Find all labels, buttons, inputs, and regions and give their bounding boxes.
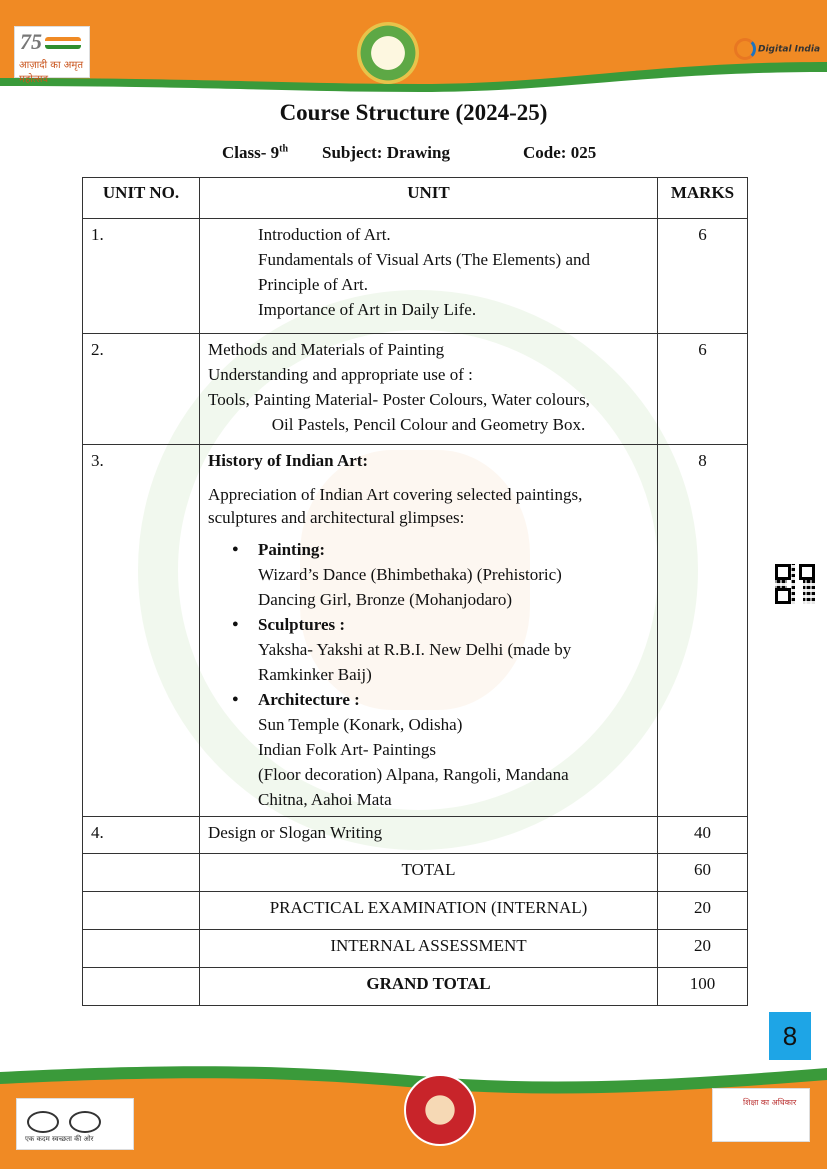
empty-cell (83, 854, 200, 892)
swachh-bharat-logo: एक कदम स्वच्छता की ओर (16, 1098, 134, 1150)
header-unit-no: UNIT NO. (83, 178, 200, 219)
board-seal-icon (357, 22, 419, 84)
empty-cell (83, 892, 200, 930)
topic-line: Indian Folk Art- Paintings (258, 740, 437, 759)
practical-label: PRACTICAL EXAMINATION (INTERNAL) (200, 892, 658, 930)
qr-corner-icon (799, 564, 815, 580)
empty-cell (83, 968, 200, 1006)
topic-line: Chitna, Aahoi Mata (258, 790, 392, 809)
header-marks: MARKS (658, 178, 748, 219)
list-item (258, 612, 649, 687)
topic-line: Sun Temple (Konark, Odisha) (258, 715, 463, 734)
unit-no: 1. (83, 219, 200, 334)
unit-line: Methods and Materials of Painting (208, 340, 445, 359)
topic-list (208, 537, 649, 812)
unit-no: 3. (83, 445, 200, 817)
grand-total-marks: 100 (658, 968, 748, 1006)
list-item (258, 537, 649, 612)
topic-label: ● Sculptures : (258, 615, 346, 634)
topic-line: Ramkinker Baij) (258, 665, 372, 684)
unit-marks: 8 (658, 445, 748, 817)
unit-marks: 40 (658, 817, 748, 854)
table-header-row (83, 178, 748, 219)
header-unit: UNIT (200, 178, 658, 219)
unit-no: 4. (83, 817, 200, 854)
grand-total-label: GRAND TOTAL (200, 968, 658, 1006)
section-heading: History of Indian Art: (208, 451, 369, 470)
section-intro: Appreciation of Indian Art covering selected paintings, sculptures and architectural glimpses: (208, 485, 583, 527)
topic-line: Yaksha- Yakshi at R.B.I. New Delhi (made by (258, 640, 572, 659)
unit-content (200, 445, 658, 817)
page-title: Course Structure (2024-25) (279, 100, 548, 125)
page-number-badge: 8 (769, 1012, 811, 1060)
unit-line: Introduction of Art. (258, 225, 391, 244)
table-row (83, 334, 748, 445)
unit-line: Tools, Painting Material- Poster Colours, Water colours, (208, 390, 590, 409)
table-row (83, 892, 748, 930)
unit-content (200, 219, 658, 334)
unit-marks: 6 (658, 334, 748, 445)
internal-label: INTERNAL ASSESSMENT (200, 930, 658, 968)
table-row (83, 817, 748, 854)
unit-line: Understanding and appropriate use of : (208, 365, 473, 384)
beti-bachao-logo-icon (404, 1074, 476, 1146)
topic-line: (Floor decoration) Alpana, Rangoli, Mandana (258, 765, 569, 784)
topic-line: Wizard’s Dance (Bhimbethaka) (Prehistoric) (258, 565, 562, 584)
internal-marks: 20 (658, 930, 748, 968)
total-marks: 60 (658, 854, 748, 892)
practical-marks: 20 (658, 892, 748, 930)
code-label: Code: 025 (523, 143, 597, 162)
table-row (83, 930, 748, 968)
unit-line: Principle of Art. (258, 275, 369, 294)
unit-content: Design or Slogan Writing (200, 817, 658, 854)
topic-line: Dancing Girl, Bronze (Mohanjodaro) (258, 590, 512, 609)
table-row (83, 219, 748, 334)
topic-label: ● Architecture : (258, 690, 360, 709)
table-row (83, 854, 748, 892)
shiksha-ka-adhikar-logo: शिक्षा का अधिकार (712, 1088, 810, 1142)
digital-india-icon (734, 38, 756, 60)
unit-marks: 6 (658, 219, 748, 334)
qr-corner-icon (775, 564, 791, 580)
unit-line: Importance of Art in Daily Life. (258, 300, 477, 319)
unit-no: 2. (83, 334, 200, 445)
table-row (83, 445, 748, 817)
unit-content (200, 334, 658, 445)
unit-line: Fundamentals of Visual Arts (The Elements) and (258, 250, 590, 269)
total-label: TOTAL (200, 854, 658, 892)
subject-label: Subject: Drawing (322, 143, 450, 162)
class-label: Class- 9th (222, 143, 289, 162)
azadi-ka-amrit-mahotsav-logo: 75 आज़ादी का अमृत महोत्सव (14, 26, 90, 78)
empty-cell (83, 930, 200, 968)
topic-label: ● Painting: (258, 540, 326, 559)
digital-india-logo: Digital India (734, 38, 820, 60)
list-item (258, 687, 649, 812)
table-row (83, 968, 748, 1006)
qr-corner-icon (775, 588, 791, 604)
unit-line: Oil Pastels, Pencil Colour and Geometry Box. (271, 415, 586, 434)
course-structure-table (82, 177, 748, 1006)
